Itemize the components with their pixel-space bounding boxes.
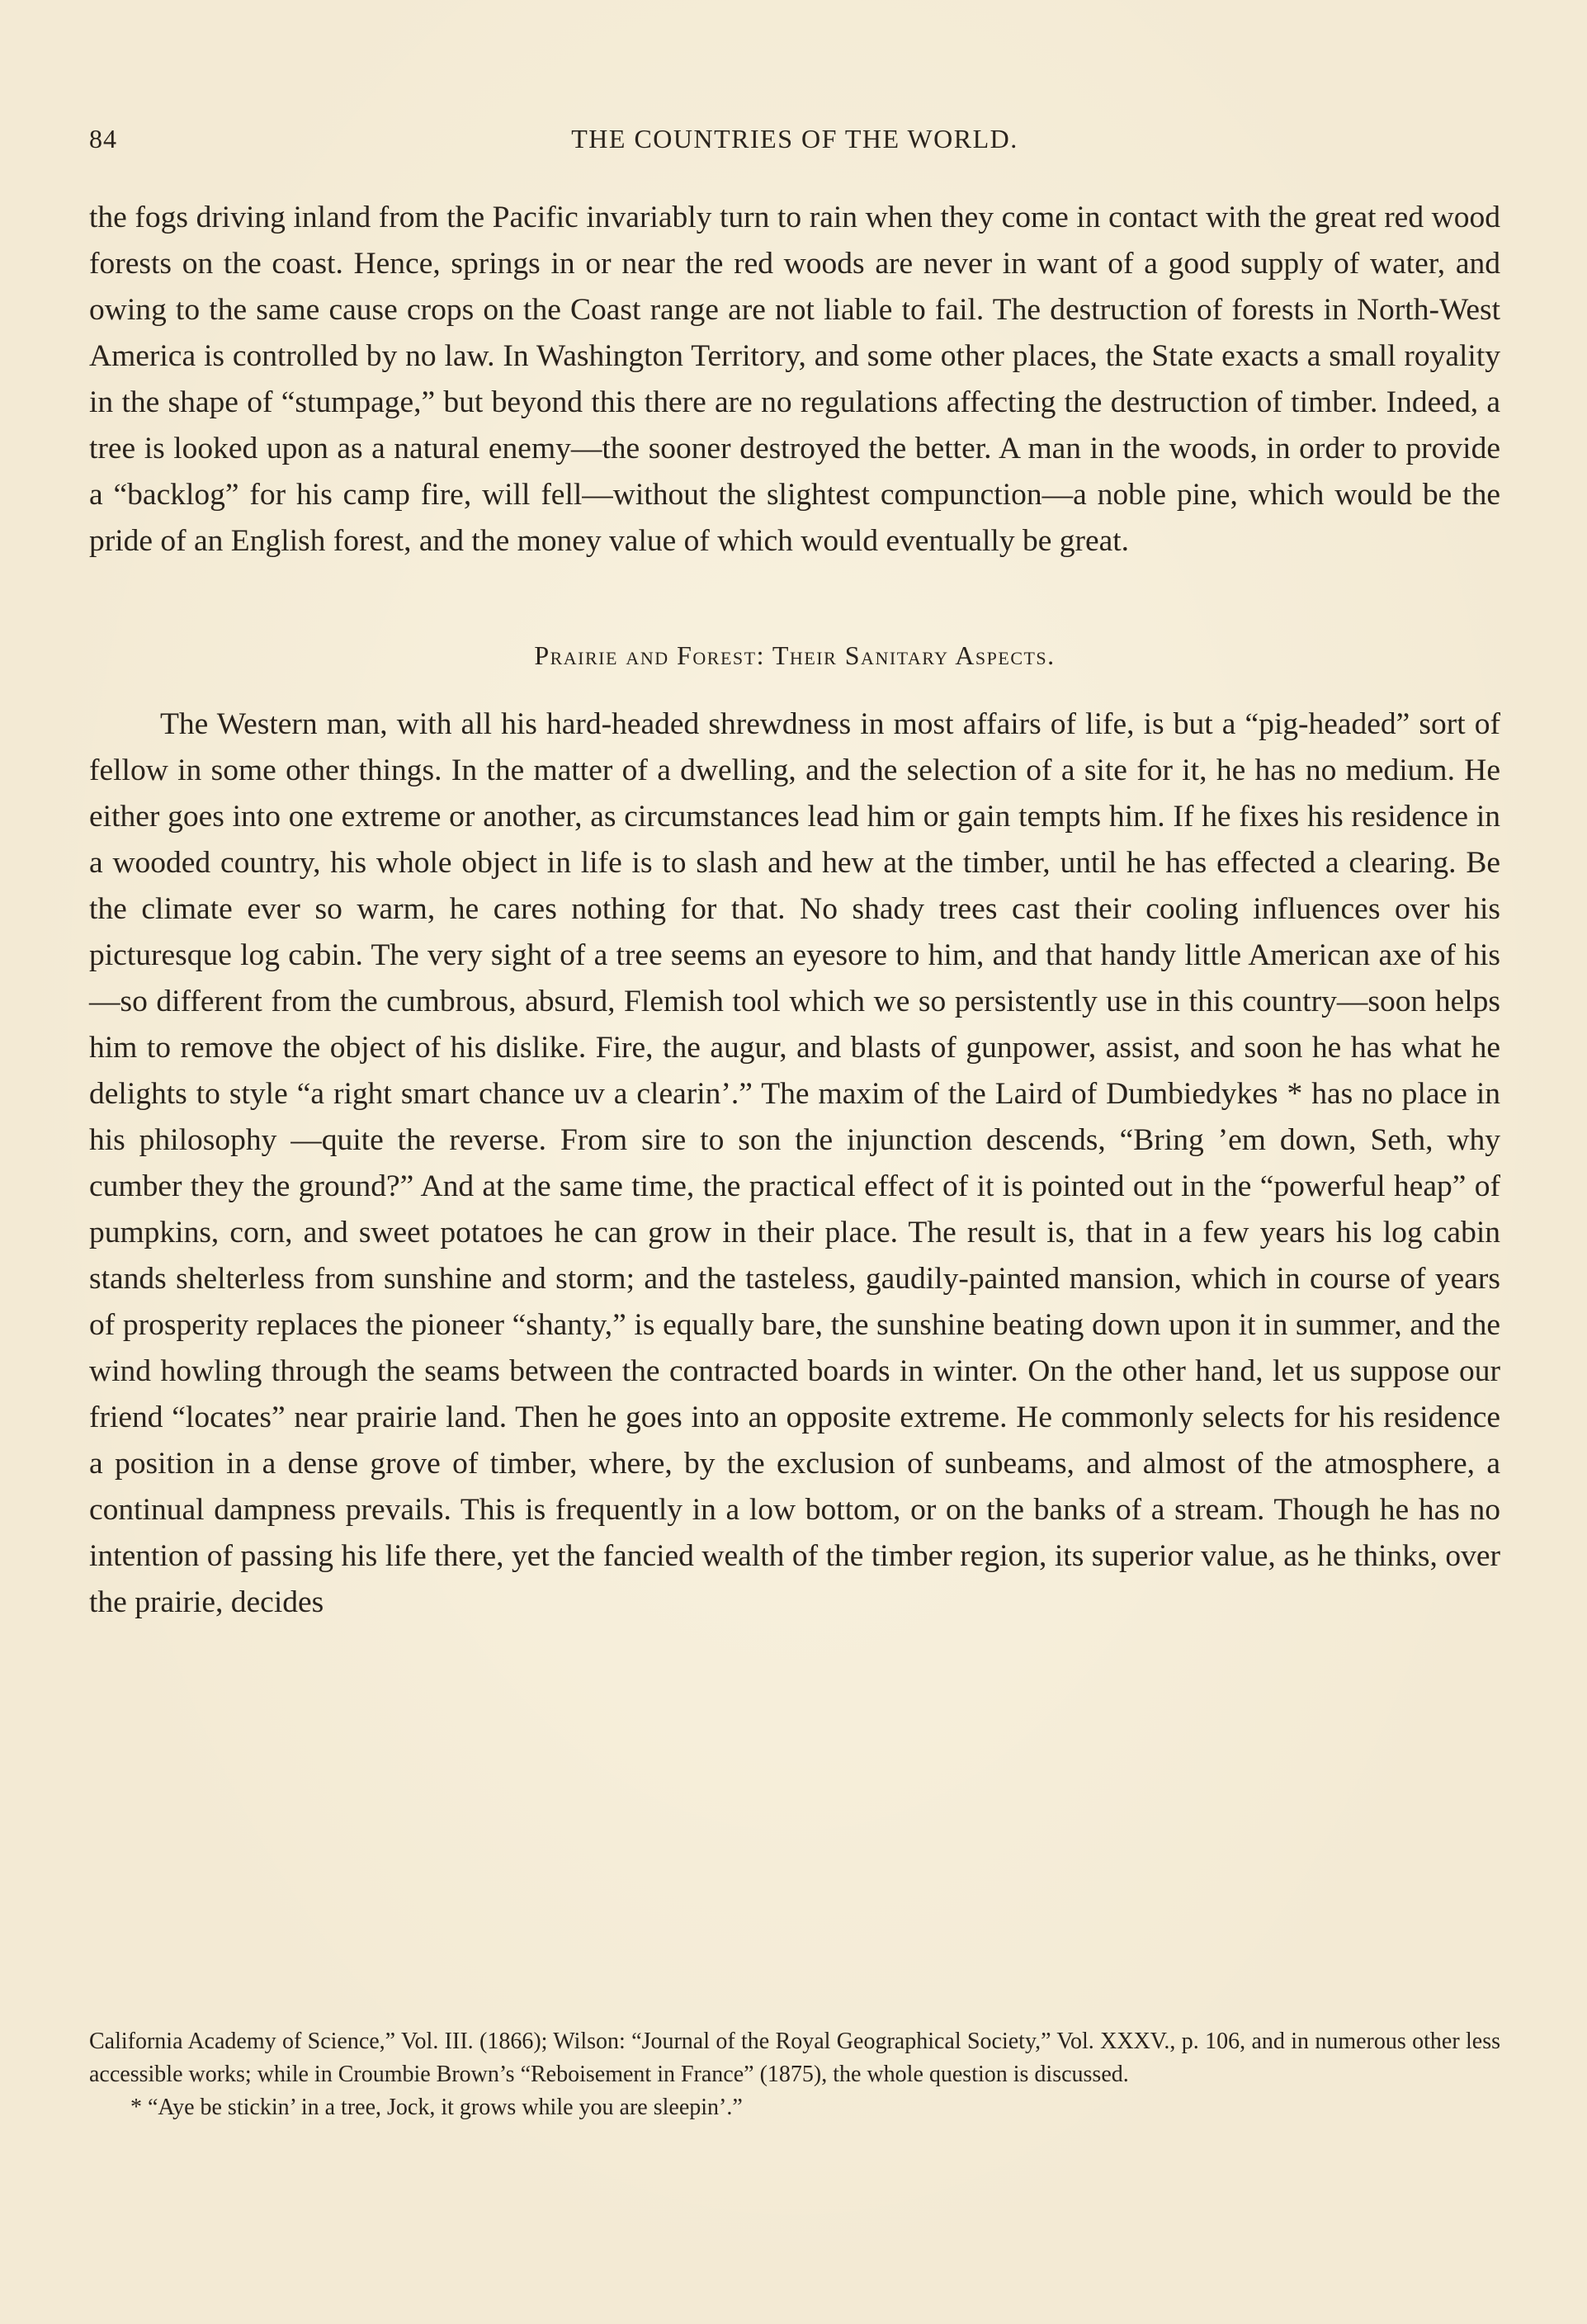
page-title: THE COUNTRIES OF THE WORLD. <box>571 124 1018 154</box>
section-heading: Prairie and Forest: Their Sanitary Aspects. <box>534 640 1056 670</box>
running-head <box>89 124 1500 165</box>
body-paragraph: The Western man, with all his hard-headed shrewdness in most affairs of life, is but a “pig-headed” sort of fellow in some other things. In the matter of a dwelling, and the selection of a site for it, he has no medium. He either goes into one extreme or another, as circumstances lead him or gain tempts him. If he fixes his residence in a wooded country, his whole object in life is to slash and hew at the timber, until he has effected a clearing. Be the climate ever so warm, he cares nothing for that. No shady trees cast their cooling influences over his picturesque log cabin. The very sight of a tree seems an eyesore to him, and that handy little American axe of his—so different from the cumbrous, absurd, Flemish tool which we so persistently use in this country—soon helps him to remove the object of his dislike. Fire, the augur, and blasts of gunpower, assist, and soon he has what he delights to style “a right smart chance uv a clearin’.” The maxim of the Laird of Dumbiedykes * has no place in his philosophy —quite the reverse. From sire to son the injunction descends, “Bring ’em down, Seth, why cumber they the ground?” And at the same time, the practical effect of it is pointed out in the “powerful heap” of pumpkins, corn, and sweet potatoes he can grow in their place. The result is, that in a few years his log cabin stands shelterless from sunshine and storm; and the tasteless, gaudily-painted mansion, which in course of years of prosperity replaces the pioneer “shanty,” is equally bare, the sunshine beating down upon it in summer, and the wind howling through the seams between the contracted boards in winter. On the other hand, let us suppose our friend “locates” near prairie land. Then he goes into an opposite extreme. He commonly selects for his residence a position in a dense grove of timber, where, by the exclusion of sunbeams, and almost of the atmosphere, a continual dampness prevails. This is frequently in a low bottom, or on the banks of a stream. Though he has no intention of passing his life there, yet the fancied wealth of the timber region, its superior value, as he thinks, over the prairie, decides <box>89 707 1500 1619</box>
footnote-continued: California Academy of Science,” Vol. III. (1866); Wilson: “Journal of the Royal Geographical Society,” Vol. XXXV., p. 106, and in numerous other less accessible works; while in Croumbie Brown’s “Reboisement in France” (1875), the whole question is discussed. <box>89 2029 1500 2087</box>
footnote-star: * “Aye be stickin’ in a tree, Jock, it grows while you are sleepin’.” <box>130 2095 743 2120</box>
page-content <box>89 195 1500 1626</box>
page-number: 84 <box>89 124 117 154</box>
body-paragraph-continued: the fogs driving inland from the Pacific invariably turn to rain when they come in contact with the great red wood forests on the coast. Hence, springs in or near the red woods are never in want of a good supply of water, and owing to the same cause crops on the Coast range are not liable to fail. The destruction of forests in North-West America is controlled by no law. In Washington Territory, and some other places, the State exacts a small royality in the shape of “stumpage,” but beyond this there are no regulations affecting the destruction of timber. Indeed, a tree is looked upon as a natural enemy—the sooner destroyed the better. A man in the woods, in order to provide a “backlog” for his camp fire, will fell—without the slightest compunction—a noble pine, which would be the pride of an English forest, and the money value of which would eventually be great. <box>89 201 1500 558</box>
footnotes <box>89 2025 1500 2124</box>
